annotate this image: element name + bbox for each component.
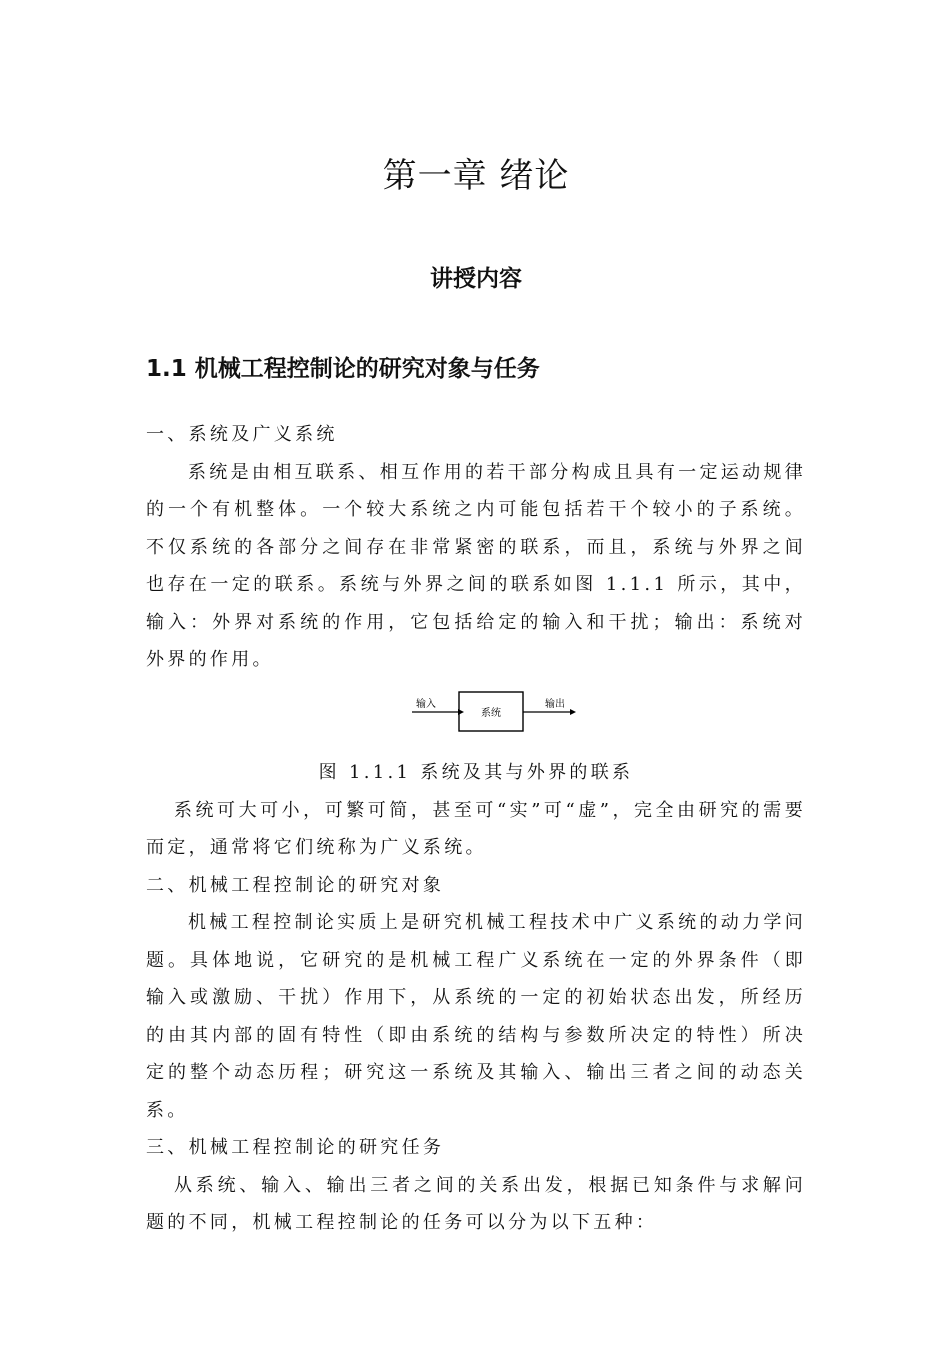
input-label: 输入 <box>416 699 436 710</box>
body-text-top <box>146 416 806 679</box>
paragraph: 系统可大可小，可繁可简，甚至可“实”可“虚”，完全由研究的需要而定，通常将它们统称为广义系统。 <box>146 799 806 858</box>
figure-caption: 图 1.1.1 系统及其与外界的联系 <box>318 762 634 783</box>
paragraph: 机械工程控制论实质上是研究机械工程技术中广义系统的动力学问题。具体地说，它研究的是机械工程广义系统在一定的外界条件（即输入或激励、干扰）作用下，从系统的一定的初始状态出发，所经历的由其内部的固有特性（即由系统的结构与参数所决定的特性）所决定的整个动态历程；研究这一系统及其输入、输出三者之间的动态关系。 <box>146 912 806 1121</box>
system-label: 系统 <box>481 708 501 719</box>
lecture-subtitle: 讲授内容 <box>430 266 522 292</box>
subsection-heading: 一、系统及广义系统 <box>146 424 338 445</box>
section-heading: 1.1 机械工程控制论的研究对象与任务 <box>146 356 540 382</box>
paragraph: 从系统、输入、输出三者之间的关系出发，根据已知条件与求解问题的不同，机械工程控制论的任务可以分为以下五种： <box>146 1174 806 1233</box>
paragraph: 系统是由相互联系、相互作用的若干部分构成且具有一定运动规律的一个有机整体。一个较大系统之内可能包括若干个较小的子系统。不仅系统的各部分之间存在非常紧密的联系，而且，系统与外界之间也存在一定的联系。系统与外界之间的联系如图 1.1.1 所示，其中，输入：外界对系统的作用，它包括给定的输入和干扰；输出：系统对外界的作用。 <box>146 461 806 670</box>
chapter-title: 第一章 绪论 <box>382 156 570 196</box>
subsection-heading: 二、机械工程控制论的研究对象 <box>146 874 445 896</box>
output-arrowhead <box>570 709 576 715</box>
body-text-bottom <box>146 754 806 1242</box>
system-diagram <box>410 690 580 736</box>
subsection-heading: 三、机械工程控制论的研究任务 <box>146 1137 445 1158</box>
output-label: 输出 <box>545 699 565 710</box>
